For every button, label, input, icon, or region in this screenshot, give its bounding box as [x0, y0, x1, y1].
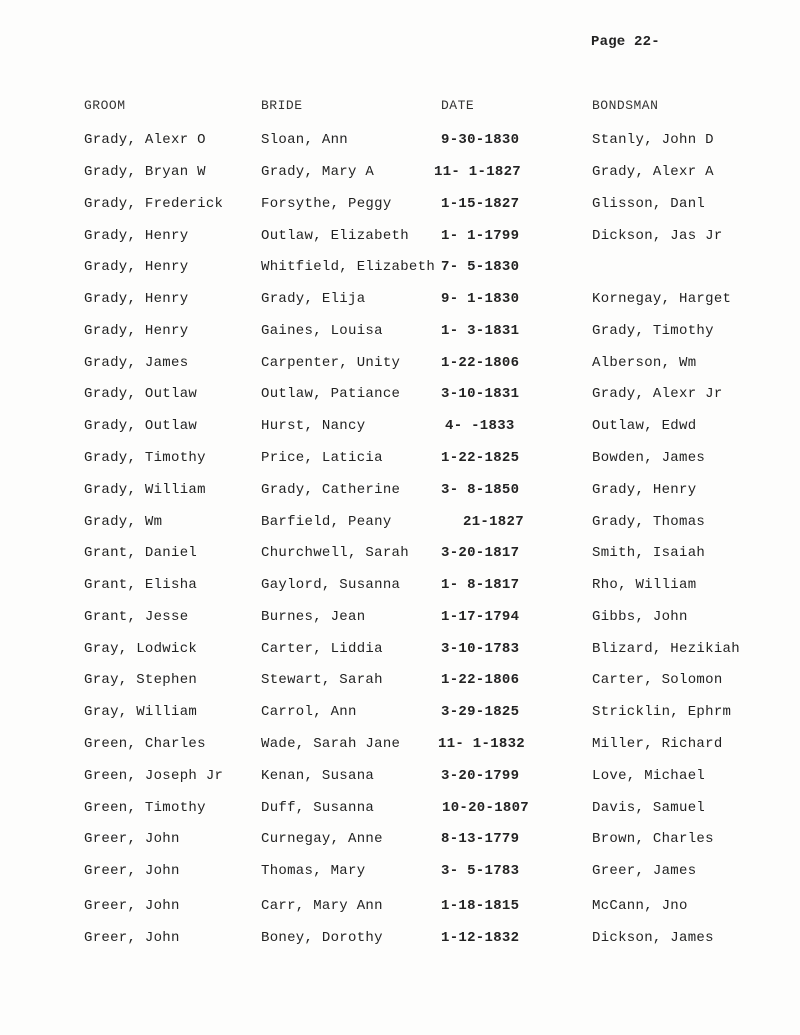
date-cell: 1-18-1815: [441, 898, 520, 914]
groom-cell: Grady, Wm: [84, 514, 163, 530]
groom-cell: Grady, Bryan W: [84, 164, 206, 180]
bondsman-cell: Carter, Solomon: [592, 672, 723, 688]
bride-cell: Forsythe, Peggy: [261, 196, 392, 212]
date-cell: 10-20-1807: [442, 800, 530, 816]
groom-cell: Grady, Outlaw: [84, 418, 198, 434]
bride-cell: Stewart, Sarah: [261, 672, 383, 688]
bondsman-cell: Alberson, Wm: [592, 355, 697, 371]
bride-cell: Carpenter, Unity: [261, 355, 401, 371]
table-row: [0, 704, 800, 726]
groom-cell: Grady, Henry: [84, 228, 189, 244]
bondsman-cell: Grady, Henry: [592, 482, 697, 498]
bride-cell: Sloan, Ann: [261, 132, 349, 148]
table-row: [0, 863, 800, 885]
date-cell: 3- 8-1850: [441, 482, 520, 498]
table-row: [0, 800, 800, 822]
table-row: [0, 291, 800, 313]
groom-cell: Greer, John: [84, 831, 180, 847]
bondsman-cell: Glisson, Danl: [592, 196, 706, 212]
groom-cell: Grady, Henry: [84, 291, 189, 307]
table-row: [0, 132, 800, 154]
bondsman-cell: Grady, Thomas: [592, 514, 706, 530]
table-row: [0, 641, 800, 663]
table-row: [0, 577, 800, 599]
date-cell: 3-29-1825: [441, 704, 520, 720]
groom-cell: Gray, Stephen: [84, 672, 198, 688]
groom-cell: Grady, Alexr O: [84, 132, 206, 148]
groom-cell: Grady, Outlaw: [84, 386, 198, 402]
date-cell: 1-22-1806: [441, 672, 520, 688]
date-cell: 11- 1-1832: [438, 736, 526, 752]
date-cell: 21-1827: [463, 514, 524, 530]
groom-cell: Greer, John: [84, 898, 180, 914]
bride-cell: Grady, Elija: [261, 291, 366, 307]
date-cell: 9- 1-1830: [441, 291, 520, 307]
date-cell: 1-17-1794: [441, 609, 520, 625]
table-row: [0, 768, 800, 790]
date-cell: 1- 8-1817: [441, 577, 520, 593]
date-cell: 1-22-1825: [441, 450, 520, 466]
bride-cell: Barfield, Peany: [261, 514, 392, 530]
bondsman-cell: Stricklin, Ephrm: [592, 704, 732, 720]
bride-cell: Outlaw, Patiance: [261, 386, 401, 402]
bride-cell: Carrol, Ann: [261, 704, 357, 720]
bondsman-cell: Kornegay, Harget: [592, 291, 732, 307]
bride-cell: Carr, Mary Ann: [261, 898, 383, 914]
table-row: [0, 259, 800, 281]
groom-cell: Greer, John: [84, 863, 180, 879]
groom-cell: Grady, Henry: [84, 259, 189, 275]
groom-cell: Grady, Timothy: [84, 450, 206, 466]
bride-cell: Churchwell, Sarah: [261, 545, 409, 561]
bride-cell: Price, Laticia: [261, 450, 383, 466]
table-row: [0, 482, 800, 504]
bondsman-cell: Gibbs, John: [592, 609, 688, 625]
bondsman-cell: Stanly, John D: [592, 132, 714, 148]
groom-cell: Grady, Frederick: [84, 196, 224, 212]
bondsman-cell: Smith, Isaiah: [592, 545, 706, 561]
bride-cell: Grady, Catherine: [261, 482, 401, 498]
groom-cell: Green, Joseph Jr: [84, 768, 224, 784]
date-cell: 3-20-1799: [441, 768, 520, 784]
bondsman-cell: Brown, Charles: [592, 831, 714, 847]
groom-cell: Grady, James: [84, 355, 189, 371]
bride-cell: Kenan, Susana: [261, 768, 375, 784]
date-cell: 1-15-1827: [441, 196, 520, 212]
date-cell: 1-22-1806: [441, 355, 520, 371]
bride-cell: Duff, Susanna: [261, 800, 375, 816]
date-cell: 8-13-1779: [441, 831, 520, 847]
groom-cell: Greer, John: [84, 930, 180, 946]
header-groom: GROOM: [84, 98, 126, 113]
bride-cell: Gaylord, Susanna: [261, 577, 401, 593]
header-date: DATE: [441, 98, 475, 113]
date-cell: 3-10-1783: [441, 641, 520, 657]
bondsman-cell: Love, Michael: [592, 768, 706, 784]
bondsman-cell: Blizard, Hezikiah: [592, 641, 740, 657]
bride-cell: Wade, Sarah Jane: [261, 736, 401, 752]
table-row: [0, 736, 800, 758]
bondsman-cell: Greer, James: [592, 863, 697, 879]
table-row: [0, 355, 800, 377]
bondsman-cell: Dickson, Jas Jr: [592, 228, 723, 244]
table-row: [0, 164, 800, 186]
bride-cell: Curnegay, Anne: [261, 831, 383, 847]
table-row: [0, 545, 800, 567]
table-row: [0, 898, 800, 920]
groom-cell: Green, Charles: [84, 736, 206, 752]
bondsman-cell: Outlaw, Edwd: [592, 418, 697, 434]
bondsman-cell: Grady, Alexr Jr: [592, 386, 723, 402]
date-cell: 1- 3-1831: [441, 323, 520, 339]
groom-cell: Grant, Jesse: [84, 609, 189, 625]
groom-cell: Grady, William: [84, 482, 206, 498]
date-cell: 1-12-1832: [441, 930, 520, 946]
groom-cell: Grant, Elisha: [84, 577, 198, 593]
bondsman-cell: Dickson, James: [592, 930, 714, 946]
date-cell: 3-20-1817: [441, 545, 520, 561]
table-row: [0, 450, 800, 472]
header-bondsman: BONDSMAN: [592, 98, 659, 113]
bride-cell: Whitfield, Elizabeth: [261, 259, 436, 275]
bride-cell: Outlaw, Elizabeth: [261, 228, 409, 244]
date-cell: 3-10-1831: [441, 386, 520, 402]
groom-cell: Gray, Lodwick: [84, 641, 198, 657]
table-row: [0, 514, 800, 536]
date-cell: 9-30-1830: [441, 132, 520, 148]
bride-cell: Gaines, Louisa: [261, 323, 383, 339]
bride-cell: Grady, Mary A: [261, 164, 375, 180]
bondsman-cell: McCann, Jno: [592, 898, 688, 914]
date-cell: 7- 5-1830: [441, 259, 520, 275]
bride-cell: Thomas, Mary: [261, 863, 366, 879]
bondsman-cell: Grady, Timothy: [592, 323, 714, 339]
bride-cell: Hurst, Nancy: [261, 418, 366, 434]
bondsman-cell: Grady, Alexr A: [592, 164, 714, 180]
date-cell: 11- 1-1827: [434, 164, 522, 180]
date-cell: 1- 1-1799: [441, 228, 520, 244]
table-row: [0, 609, 800, 631]
groom-cell: Gray, William: [84, 704, 198, 720]
bondsman-cell: Davis, Samuel: [592, 800, 706, 816]
table-row: [0, 418, 800, 440]
bride-cell: Burnes, Jean: [261, 609, 366, 625]
groom-cell: Grady, Henry: [84, 323, 189, 339]
bride-cell: Carter, Liddia: [261, 641, 383, 657]
page-number: Page 22-: [591, 34, 660, 50]
bondsman-cell: Rho, William: [592, 577, 697, 593]
bondsman-cell: Miller, Richard: [592, 736, 723, 752]
groom-cell: Grant, Daniel: [84, 545, 198, 561]
bride-cell: Boney, Dorothy: [261, 930, 383, 946]
groom-cell: Green, Timothy: [84, 800, 206, 816]
table-row: [0, 386, 800, 408]
table-row: [0, 196, 800, 218]
table-row: [0, 228, 800, 250]
date-cell: 3- 5-1783: [441, 863, 520, 879]
table-row: [0, 831, 800, 853]
table-row: [0, 323, 800, 345]
table-row: [0, 930, 800, 952]
bondsman-cell: Bowden, James: [592, 450, 706, 466]
header-bride: BRIDE: [261, 98, 303, 113]
table-row: [0, 672, 800, 694]
date-cell: 4- -1833: [445, 418, 515, 434]
